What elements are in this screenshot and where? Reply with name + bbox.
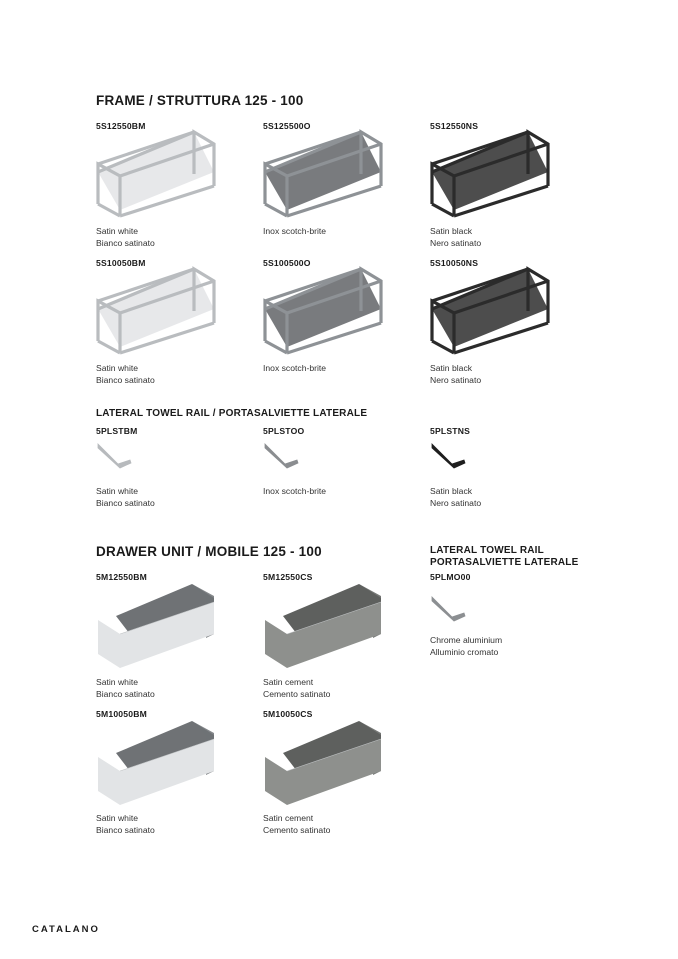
product-code: 5S10050NS: [430, 258, 479, 268]
caption-line-it: Nero satinato: [430, 375, 482, 386]
caption-line-it: Alluminio cromato: [430, 647, 499, 658]
product-code: 5M10050BM: [96, 709, 148, 719]
towel-rail-drawing: [430, 593, 470, 625]
caption-line-en: Satin cement: [263, 813, 314, 823]
caption-line-en: Chrome aluminium: [430, 635, 503, 645]
towel-rail-drawing: [263, 440, 303, 472]
product-caption: [96, 812, 155, 836]
product-code: 5PLSTOO: [263, 426, 305, 436]
frame-drawing: [430, 267, 554, 355]
frame-product-image: [96, 267, 220, 355]
product-code: 5PLSTNS: [430, 426, 471, 436]
product-caption: [263, 362, 326, 374]
frame-product-image: [96, 130, 220, 218]
product-code: 5M12550CS: [263, 572, 313, 582]
product-caption: [263, 812, 330, 836]
product-code: 5S12550NS: [430, 121, 479, 131]
product-code: 5M10050CS: [263, 709, 313, 719]
caption-line-en: Satin cement: [263, 677, 314, 687]
product-caption: [96, 485, 155, 509]
product-caption: [430, 634, 502, 658]
towel-rail-image: [96, 440, 136, 472]
product-caption: [96, 225, 155, 249]
caption-line-en: Satin white: [96, 226, 139, 236]
towel-rail-drawing: [430, 440, 470, 472]
product-code: 5PLSTBM: [96, 426, 138, 436]
caption-line-it: Bianco satinato: [96, 825, 155, 836]
caption-line-en: Satin black: [430, 363, 473, 373]
caption-line-it: Bianco satinato: [96, 689, 155, 700]
product-code: 5M12550BM: [96, 572, 148, 582]
caption-line-en: Satin black: [430, 486, 473, 496]
product-code: 5S125500O: [263, 121, 311, 131]
product-code: 5S12550BM: [96, 121, 146, 131]
product-caption: [430, 225, 481, 249]
product-code: 5S10050BM: [96, 258, 146, 268]
caption-line-en: Inox scotch-brite: [263, 363, 327, 373]
frame-product-image: [263, 267, 387, 355]
frame-product-image: [430, 130, 554, 218]
drawer-product-image: [96, 580, 220, 668]
frame-drawing: [96, 267, 220, 355]
frame-product-image: [430, 267, 554, 355]
towel-rail-section-title: LATERAL TOWEL RAIL / PORTASALVIETTE LATERALE: [96, 408, 368, 419]
drawer-drawing: [263, 580, 387, 668]
caption-line-it: Nero satinato: [430, 238, 482, 249]
drawer-section-title: DRAWER UNIT / MOBILE 125 - 100: [96, 544, 322, 559]
product-caption: [96, 676, 155, 700]
caption-line-it: Cemento satinato: [263, 825, 331, 836]
caption-line-it: Nero satinato: [430, 498, 482, 509]
towel-rail-image: [430, 593, 470, 625]
drawer-product-image: [263, 580, 387, 668]
product-caption: [430, 362, 481, 386]
drawer-rail-section-title: [430, 545, 579, 568]
frame-drawing: [263, 267, 387, 355]
frame-section-title: FRAME / STRUTTURA 125 - 100: [96, 93, 304, 108]
product-code: 5S100500O: [263, 258, 311, 268]
caption-line-en: Inox scotch-brite: [263, 226, 327, 236]
product-code: 5PLMO00: [430, 572, 471, 582]
frame-drawing: [263, 130, 387, 218]
brand-logo: CATALANO: [32, 924, 100, 935]
caption-line-en: Satin white: [96, 486, 139, 496]
product-caption: [96, 362, 155, 386]
caption-line-it: Bianco satinato: [96, 238, 155, 249]
caption-line-en: Satin white: [96, 813, 139, 823]
title-line-it: PORTASALVIETTE LATERALE: [430, 556, 579, 568]
product-caption: [263, 225, 326, 237]
drawer-product-image: [96, 717, 220, 805]
caption-line-en: Satin white: [96, 363, 139, 373]
caption-line-it: Bianco satinato: [96, 375, 155, 386]
frame-drawing: [96, 130, 220, 218]
frame-drawing: [430, 130, 554, 218]
caption-line-en: Satin black: [430, 226, 473, 236]
drawer-drawing: [263, 717, 387, 805]
drawer-product-image: [263, 717, 387, 805]
caption-line-it: Cemento satinato: [263, 689, 331, 700]
towel-rail-image: [430, 440, 470, 472]
drawer-drawing: [96, 580, 220, 668]
product-caption: [263, 485, 326, 497]
caption-line-en: Satin white: [96, 677, 139, 687]
caption-line-en: Inox scotch-brite: [263, 486, 327, 496]
product-caption: [430, 485, 481, 509]
towel-rail-image: [263, 440, 303, 472]
towel-rail-drawing: [96, 440, 136, 472]
drawer-drawing: [96, 717, 220, 805]
frame-product-image: [263, 130, 387, 218]
caption-line-it: Bianco satinato: [96, 498, 155, 509]
title-line-en: LATERAL TOWEL RAIL: [430, 545, 544, 556]
product-caption: [263, 676, 330, 700]
